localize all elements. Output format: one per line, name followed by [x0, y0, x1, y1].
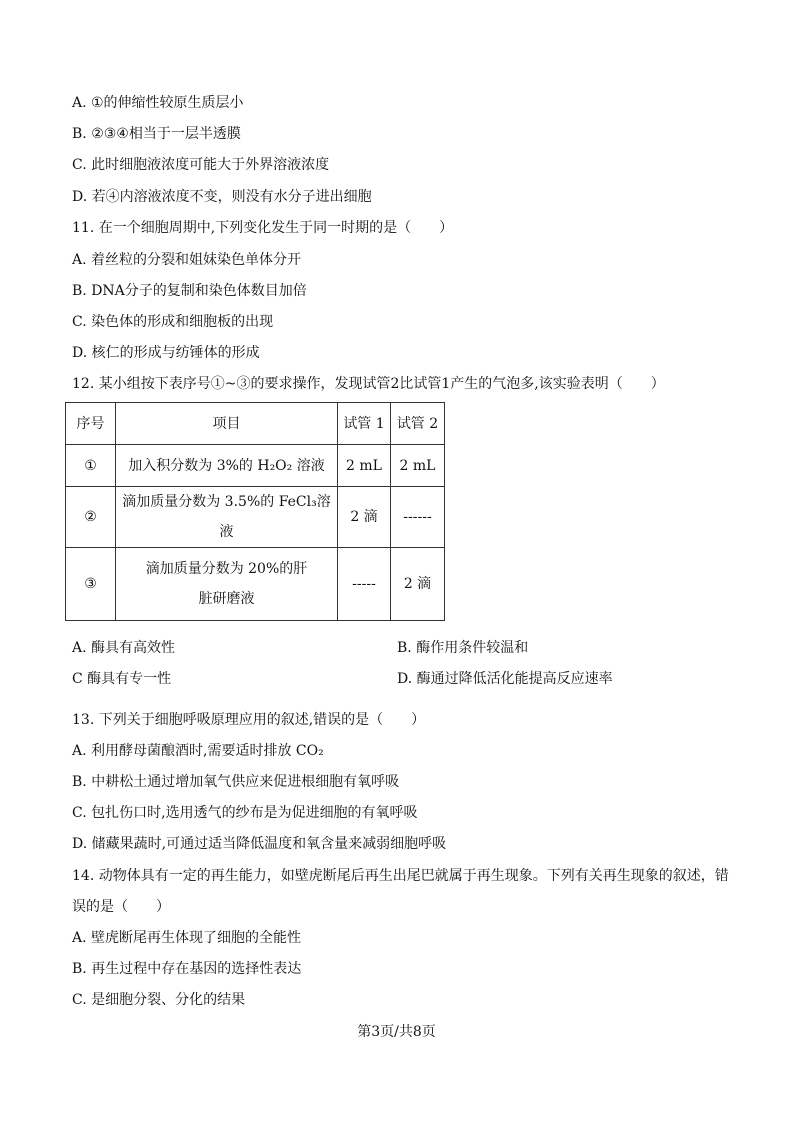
table-cell: 滴加质量分数为 3.5%的 FeCl₃溶液 [116, 487, 338, 548]
table-cell: ----- [338, 548, 391, 621]
table-cell: 2 滴 [391, 548, 445, 621]
q11-option-a: A. 着丝粒的分裂和姐妹染色单体分开 [72, 252, 302, 268]
q12-option-c: C 酶具有专一性 [72, 671, 172, 687]
q14-option-c: C. 是细胞分裂、分化的结果 [72, 992, 246, 1008]
experiment-table [65, 402, 445, 621]
q13-option-d: D. 储藏果蔬时,可通过适当降低温度和氧含量来减弱细胞呼吸 [72, 836, 447, 852]
table-cell: 2 mL [338, 445, 391, 487]
q14-stem-line2: 误的是（ ） [72, 899, 170, 915]
q13-option-b: B. 中耕松土通过增加氧气供应来促进根细胞有氧呼吸 [72, 774, 400, 790]
header-cell: 试管 2 [391, 403, 445, 445]
q14-option-a: A. 壁虎断尾再生体现了细胞的全能性 [72, 930, 302, 946]
q13-option-a: A. 利用酵母菌酿酒时,需要适时排放 CO₂ [72, 743, 324, 759]
table-cell: 加入积分数为 3%的 H₂O₂ 溶液 [116, 445, 338, 487]
q13-stem: 13. 下列关于细胞呼吸原理应用的叙述,错误的是（ ） [72, 712, 426, 728]
table-cell: 滴加质量分数为 20%的肝脏研磨液 [116, 548, 338, 621]
header-cell: 试管 1 [338, 403, 391, 445]
q14-stem-line1: 14. 动物体具有一定的再生能力，如壁虎断尾后再生出尾巴就属于再生现象。下列有关再生现象的叙述，错 [72, 868, 729, 884]
table-cell: ------ [391, 487, 445, 548]
q10-option-c: C. 此时细胞液浓度可能大于外界溶液浓度 [72, 157, 330, 173]
q11-stem: 11. 在一个细胞周期中,下列变化发生于同一时期的是（ ） [72, 220, 454, 236]
table-cell: 2 mL [391, 445, 445, 487]
q14-option-b: B. 再生过程中存在基因的选择性表达 [72, 961, 302, 977]
table-row [66, 487, 445, 548]
q11-option-b: B. DNA分子的复制和染色体数目加倍 [72, 283, 307, 299]
q10-option-d: D. 若④内溶液浓度不变，则没有水分子进出细胞 [72, 189, 372, 205]
q12-option-d: D. 酶通过降低活化能提高反应速率 [397, 671, 613, 687]
q12-option-b: B. 酶作用条件较温和 [397, 640, 529, 656]
page-footer: 第3页/共8页 [357, 1024, 436, 1040]
table-cell: ① [66, 445, 116, 487]
table-cell: ② [66, 487, 116, 548]
q12-stem: 12. 某小组按下表序号①~③的要求操作，发现试管2比试管1产生的气泡多,该实验表明（ ） [72, 376, 665, 392]
q10-option-b: B. ②③④相当于一层半透膜 [72, 126, 241, 142]
table-row [66, 548, 445, 621]
header-cell: 序号 [66, 403, 116, 445]
q13-option-c: C. 包扎伤口时,选用透气的纱布是为促进细胞的有氧呼吸 [72, 805, 418, 821]
q11-option-d: D. 核仁的形成与纺锤体的形成 [72, 345, 260, 361]
table-row [66, 445, 445, 487]
q11-option-c: C. 染色体的形成和细胞板的出现 [72, 314, 274, 330]
q12-option-a: A. 酶具有高效性 [72, 640, 176, 656]
q10-option-a: A. ①的伸缩性较原生质层小 [72, 95, 244, 111]
table-cell: 2 滴 [338, 487, 391, 548]
header-cell: 项目 [116, 403, 338, 445]
table-cell: ③ [66, 548, 116, 621]
